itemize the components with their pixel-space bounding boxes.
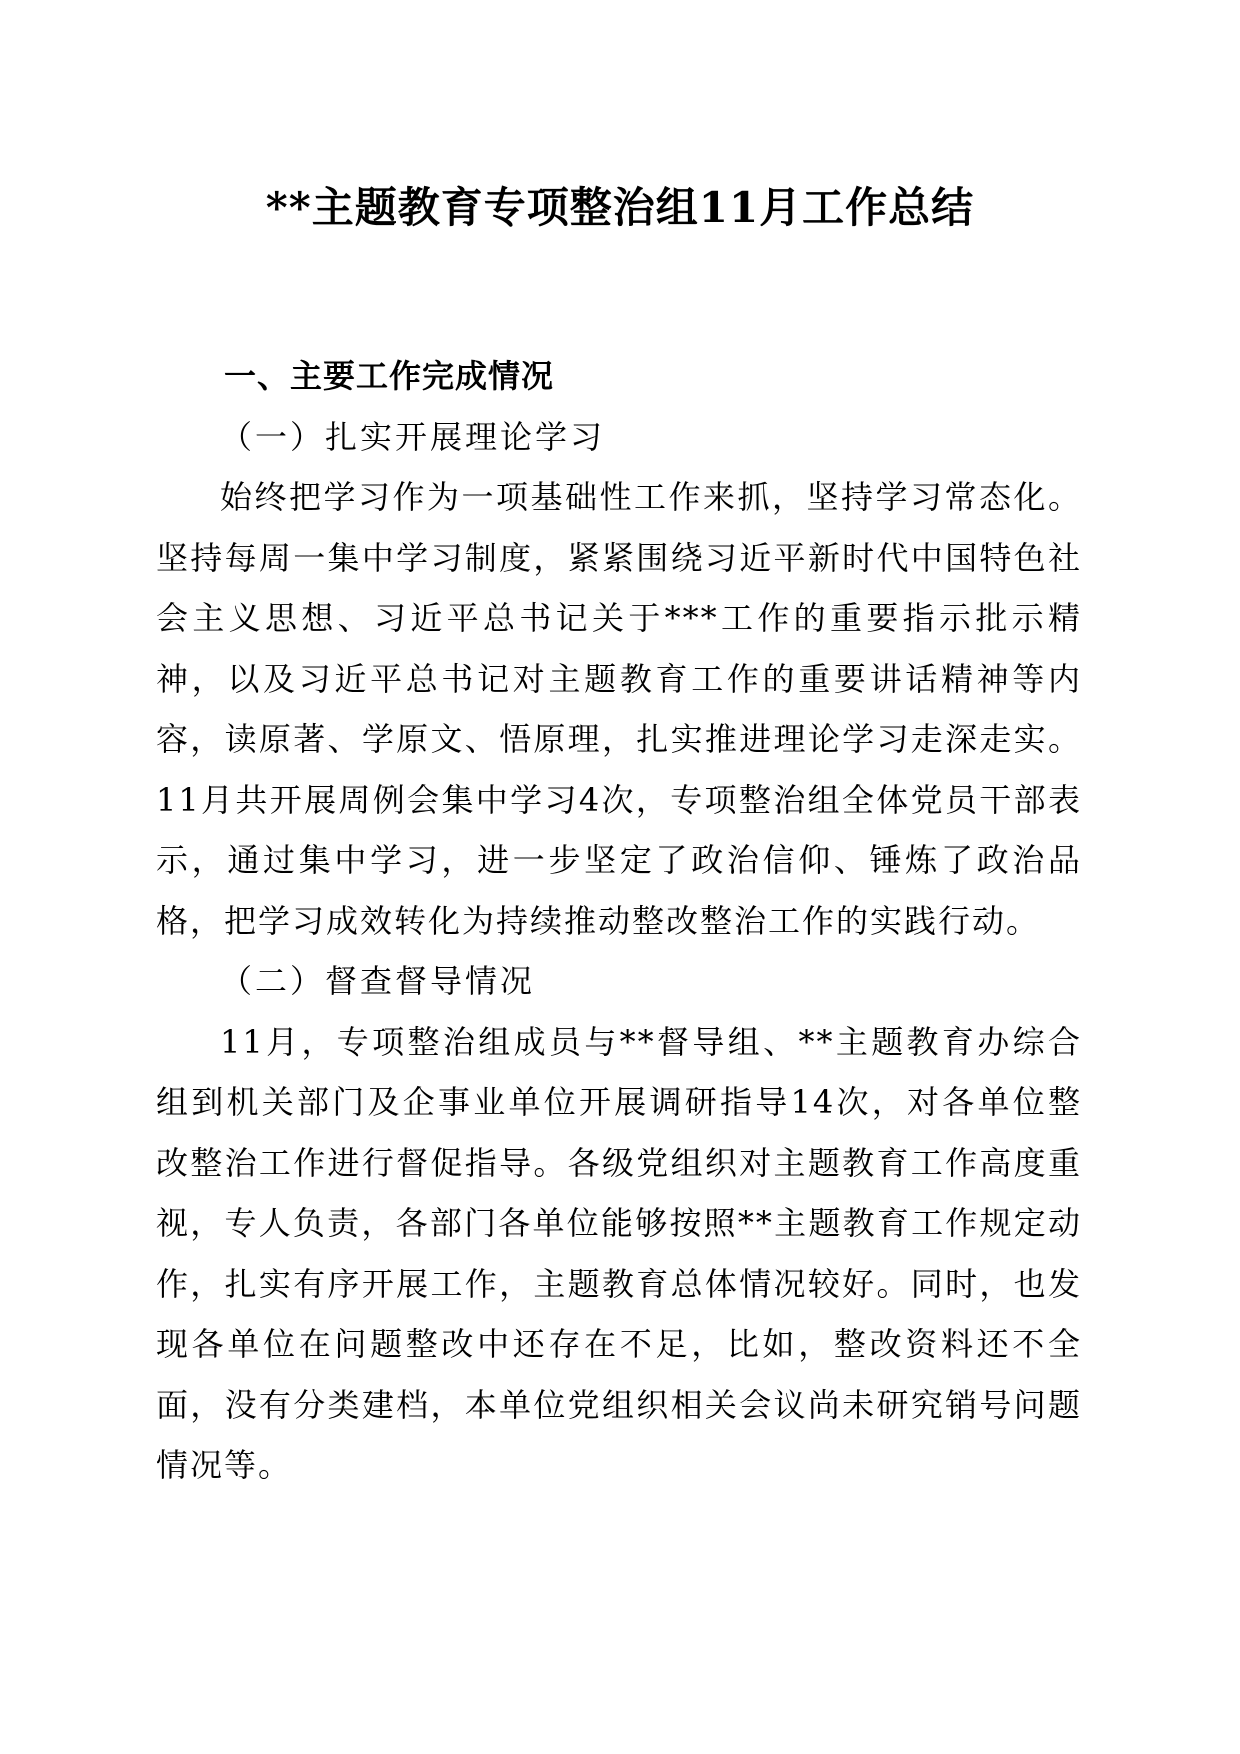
- section-heading-main-work: 一、主要工作完成情况: [224, 357, 555, 395]
- paragraph-theory-study: 始终把学习作为一项基础性工作来抓，坚持学习常态化。坚持每周一集中学习制度，紧紧围绕习近平新时代中国特色社会主义思想、习近平总书记关于***工作的重要指示批示精神，以及习近平总书记对主题教育工作的重要讲话精神等内容，读原著、学原文、悟原理，扎实推进理论学习走深走实。11月共开展周例会集中学习4次，专项整治组全体党员干部表示，通过集中学习，进一步坚定了政治信仰、锤炼了政治品格，把学习成效转化为持续推动整改整治工作的实践行动。: [156, 478, 1082, 940]
- document-title: **主题教育专项整治组11月工作总结: [265, 183, 975, 232]
- subsection-heading-supervision: （二）督查督导情况: [220, 962, 536, 1000]
- subsection-heading-theory-study: （一）扎实开展理论学习: [220, 417, 606, 456]
- document-body: [156, 346, 1082, 1496]
- paragraph-supervision: 11月，专项整治组成员与**督导组、**主题教育办综合组到机关部门及企事业单位开展调研指导14次，对各单位整改整治工作进行督促指导。各级党组织对主题教育工作高度重视，专人负责，各部门各单位能够按照**主题教育工作规定动作，扎实有序开展工作，主题教育总体情况较好。同时，也发现各单位在问题整改中还存在不足，比如，整改资料还不全面，没有分类建档，本单位党组织相关会议尚未研究销号问题情况等。: [156, 1022, 1082, 1484]
